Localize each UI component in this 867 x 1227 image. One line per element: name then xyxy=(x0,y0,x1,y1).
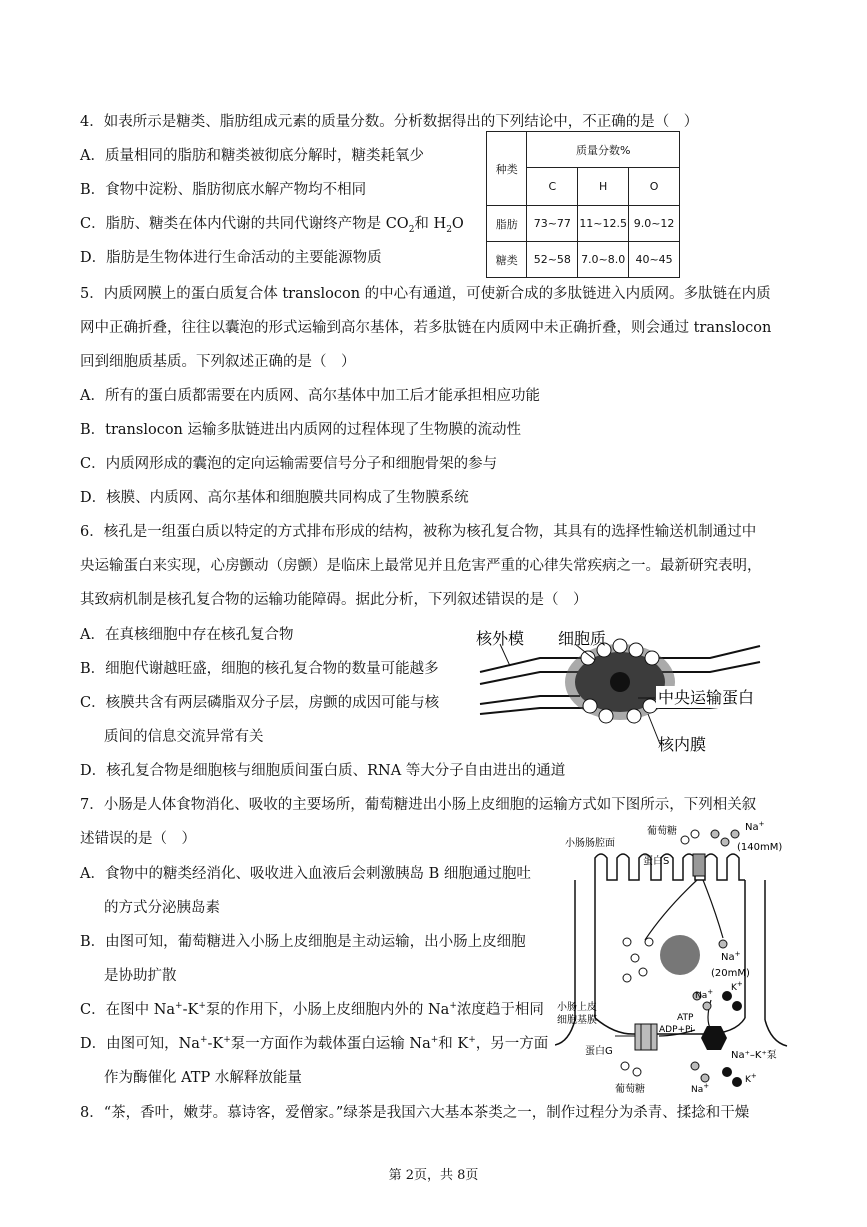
intestinal-cell-figure xyxy=(555,820,795,1098)
label-k-bottom: K+ xyxy=(745,1072,757,1085)
q6-option-b: B．细胞代谢越旺盛，细胞的核孔复合物的数量可能越多 xyxy=(80,661,439,677)
label-basal-1: 小肠上皮 xyxy=(557,1002,597,1013)
q4-stem: 4．如表所示是糖类、脂肪组成元素的质量分数。分析数据得出的下列结论中，不正确的是（ ） xyxy=(80,114,699,130)
label-na-bottom: Na+ xyxy=(691,1082,710,1095)
table-header-species: 种类 xyxy=(487,132,527,206)
q6-option-c-line2: 质间的信息交流异常有关 xyxy=(104,729,264,745)
q4-option-a: A．质量相同的脂肪和糖类被彻底分解时，糖类耗氧少 xyxy=(80,148,424,164)
table-cell: 7.0~8.0 xyxy=(578,242,629,278)
q7-option-a-line1: A．食物中的糖类经消化、吸收进入血液后会刺激胰岛 B 细胞通过胞吐 xyxy=(80,866,531,882)
label-glucose-bottom: 葡萄糖 xyxy=(615,1084,645,1095)
label-inner-membrane: 核内膜 xyxy=(658,735,707,754)
label-na-right: Na+ xyxy=(695,988,714,1001)
table-header-o: O xyxy=(629,168,680,206)
table-header-h: H xyxy=(578,168,629,206)
page-footer: 第 2页，共 8页 xyxy=(388,1168,479,1183)
label-adp-pi: ADP+Pi xyxy=(659,1025,693,1035)
q5-option-d: D．核膜、内质网、高尔基体和细胞膜共同构成了生物膜系统 xyxy=(80,490,469,506)
q7-option-c: C．在图中 Na+-K+泵的作用下，小肠上皮细胞内外的 Na+浓度趋于相同 xyxy=(80,1001,544,1018)
q4-element-table xyxy=(486,131,680,278)
label-na-top: Na+ xyxy=(745,820,765,833)
q7-option-a-line2: 的方式分泌胰岛素 xyxy=(104,900,220,916)
label-na-mid: Na+ xyxy=(721,950,741,963)
q4-option-c: C．脂肪、糖类在体内代谢的共同代谢终产物是 $CO_2$和 $H_2O$ xyxy=(80,216,464,235)
q5-option-c: C．内质网形成的囊泡的定向运输需要信号分子和细胞骨架的参与 xyxy=(80,456,498,472)
label-na-top-conc: (140mM) xyxy=(737,842,783,853)
label-atp: ATP xyxy=(677,1013,694,1023)
label-central-transport-protein: 中央运输蛋白 xyxy=(658,688,755,707)
q7-stem-line2: 述错误的是（ ） xyxy=(80,831,196,847)
q5-option-b: B．translocon 运输多肽链进出内质网的过程体现了生物膜的流动性 xyxy=(80,422,522,438)
table-header-mass: 质量分数% xyxy=(527,132,680,168)
label-protein-s: 蛋白S xyxy=(643,856,670,867)
q7-option-b-line1: B．由图可知，葡萄糖进入小肠上皮细胞是主动运输，出小肠上皮细胞 xyxy=(80,934,526,950)
table-cell: 11~12.5 xyxy=(578,206,629,242)
q4-option-d: D．脂肪是生物体进行生命活动的主要能源物质 xyxy=(80,250,382,266)
table-cell: 40~45 xyxy=(629,242,680,278)
table-row-name: 糖类 xyxy=(487,242,527,278)
label-protein-g: 蛋白G xyxy=(585,1046,613,1057)
q6-stem-line3: 其致病机制是核孔复合物的运输功能障碍。据此分析，下列叙述错误的是（ ） xyxy=(80,592,588,608)
q7-option-d-line1: D．由图可知，Na+-K+泵一方面作为载体蛋白运输 Na+和 K+，另一方面 xyxy=(80,1035,549,1052)
q6-stem-line1: 6．核孔是一组蛋白质以特定的方式排布形成的结构，被称为核孔复合物，其具有的选择性输送机制通过中 xyxy=(80,524,757,540)
q6-stem-line2: 央运输蛋白来实现，心房颤动（房颤）是临床上最常见并且危害严重的心律失常疾病之一。最新研究表明， xyxy=(80,558,762,574)
table-cell: 52~58 xyxy=(527,242,578,278)
label-outer-membrane: 核外模 xyxy=(476,629,525,648)
label-k-right: K+ xyxy=(731,980,743,993)
label-na-mid-conc: (20mM) xyxy=(711,968,750,979)
q7-option-d-line2: 作为酶催化 ATP 水解释放能量 xyxy=(104,1070,302,1086)
table-cell: 73~77 xyxy=(527,206,578,242)
q6-option-d: D．核孔复合物是细胞核与细胞质间蛋白质、RNA 等大分子自由进出的通道 xyxy=(80,763,566,779)
q6-option-c-line1: C．核膜共含有两层磷脂双分子层，房颤的成因可能与核 xyxy=(80,695,440,711)
table-cell: 9.0~12 xyxy=(629,206,680,242)
table-header-c: C xyxy=(527,168,578,206)
q5-stem-line3: 回到细胞质基质。下列叙述正确的是（ ） xyxy=(80,354,356,370)
q4-option-b: B．食物中淀粉、脂肪彻底水解产物均不相同 xyxy=(80,182,367,198)
label-lumen: 小肠肠腔面 xyxy=(565,838,615,849)
q5-option-a: A．所有的蛋白质都需要在内质网、高尔基体中加工后才能承担相应功能 xyxy=(80,388,540,404)
q6-option-a: A．在真核细胞中存在核孔复合物 xyxy=(80,627,294,643)
label-cytoplasm: 细胞质 xyxy=(558,629,607,648)
q7-option-b-line2: 是协助扩散 xyxy=(104,968,177,984)
table-row-name: 脂肪 xyxy=(487,206,527,242)
q8-stem-line1: 8．“茶，香叶，嫩芽。慕诗客，爱僧家。”绿茶是我国六大基本茶类之一，制作过程分为杀青、揉捻和干燥 xyxy=(80,1105,750,1121)
label-basal-2: 细胞基膜 xyxy=(557,1015,597,1026)
q7-stem-line1: 7．小肠是人体食物消化、吸收的主要场所，葡萄糖进出小肠上皮细胞的运输方式如下图所示，下列相关叙 xyxy=(80,797,757,813)
q5-stem-line2: 网中正确折叠，往往以囊泡的形式运输到高尔基体，若多肽链在内质网中未正确折叠，则会通过 translocon xyxy=(80,320,772,336)
nuclear-pore-figure xyxy=(470,622,770,754)
label-pump: Na⁺–K⁺泵 xyxy=(731,1050,777,1061)
q5-stem-line1: 5．内质网膜上的蛋白质复合体 translocon 的中心有通道，可使新合成的多肽链进入内质网。多肽链在内质 xyxy=(80,286,771,302)
label-glucose-top: 葡萄糖 xyxy=(647,826,677,837)
